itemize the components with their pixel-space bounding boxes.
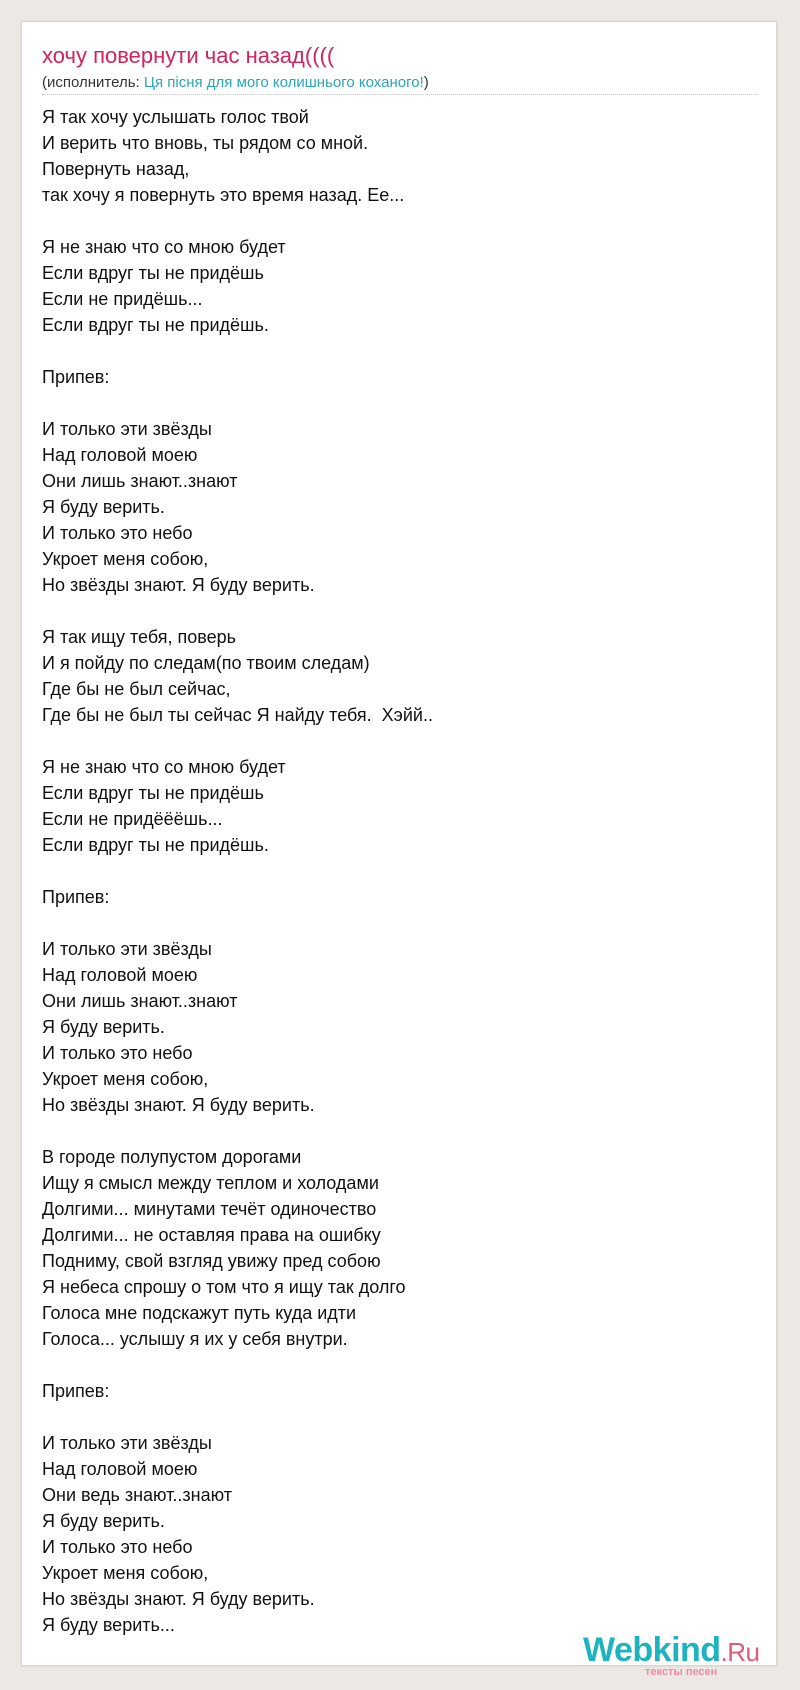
lyrics-body xyxy=(42,104,742,1638)
lyric-line: Если не придёёёшь... xyxy=(42,809,223,829)
lyric-line: И только это небо xyxy=(42,1537,193,1557)
lyric-line: И я пойду по следам(по твоим следам) xyxy=(42,653,370,673)
artist-prefix: (исполнитель: xyxy=(42,74,144,91)
logo-wordmark xyxy=(583,1631,760,1671)
lyric-line: И верить что вновь, ты рядом со мной. xyxy=(42,133,369,153)
lyric-line: Я так хочу услышать голос твой xyxy=(42,107,309,127)
lyric-line: Долгими... не оставляя права на ошибку xyxy=(42,1225,381,1245)
lyric-line: В городе полупустом дорогами xyxy=(42,1147,302,1167)
artist-line xyxy=(42,74,429,91)
song-title: хочу повернути час назад(((( xyxy=(42,43,335,68)
lyric-line: Я буду верить. xyxy=(42,1511,165,1531)
lyric-line: Они лишь знают..знают xyxy=(42,991,238,1011)
lyric-line: Они лишь знают..знают xyxy=(42,471,238,491)
lyric-line: Но звёзды знают. Я буду верить. xyxy=(42,1095,315,1115)
lyric-line xyxy=(42,338,742,364)
lyric-line: Я буду верить. xyxy=(42,497,165,517)
lyric-line: Голоса... услышу я их у себя внутри. xyxy=(42,1329,348,1349)
lyric-line: Где бы не был сейчас, xyxy=(42,679,231,699)
artist-suffix: ) xyxy=(423,74,429,91)
lyric-line xyxy=(42,728,742,754)
lyric-line: Я буду верить... xyxy=(42,1615,175,1635)
lyric-line: Припев: xyxy=(42,367,110,387)
lyric-line: Если вдруг ты не придёшь. xyxy=(42,315,269,335)
lyric-line: Припев: xyxy=(42,887,110,907)
lyric-line: Если вдруг ты не придёшь xyxy=(42,783,264,803)
lyric-line: Но звёзды знают. Я буду верить. xyxy=(42,1589,315,1609)
lyric-line xyxy=(42,1118,742,1144)
lyric-line: Укроет меня собою, xyxy=(42,549,209,569)
lyric-line: Если не придёшь... xyxy=(42,289,203,309)
lyric-line: И только эти звёзды xyxy=(42,419,212,439)
lyric-line: Голоса мне подскажут путь куда идти xyxy=(42,1303,357,1323)
lyric-line: Где бы не был ты сейчас Я найду тебя. Хэйй.. xyxy=(42,705,433,725)
lyric-line: И только это небо xyxy=(42,523,193,543)
lyric-line: Я буду верить. xyxy=(42,1017,165,1037)
lyric-line: Укроет меня собою, xyxy=(42,1563,209,1583)
lyric-line: Над головой моею xyxy=(42,965,198,985)
lyric-line: Я так ищу тебя, поверь xyxy=(42,627,237,647)
lyric-line: И только это небо xyxy=(42,1043,193,1063)
lyric-line xyxy=(42,1404,742,1430)
lyric-line: Повернуть назад, xyxy=(42,159,190,179)
lyric-line: Над головой моею xyxy=(42,445,198,465)
webkind-logo xyxy=(583,1631,783,1681)
lyric-line: Подниму, свой взгляд увижу пред собою xyxy=(42,1251,381,1271)
lyrics-card xyxy=(21,21,777,1678)
lyric-line xyxy=(42,390,742,416)
lyric-line: И только эти звёзды xyxy=(42,1433,212,1453)
lyric-line: Если вдруг ты не придёшь. xyxy=(42,835,269,855)
logo-tagline: тексты песен xyxy=(645,1666,718,1678)
lyric-line: Ищу я смысл между теплом и холодами xyxy=(42,1173,379,1193)
lyric-line: Они ведь знают..знают xyxy=(42,1485,232,1505)
lyric-line: Я небеса спрошу о том что я ищу так долго xyxy=(42,1277,406,1297)
lyric-line xyxy=(42,910,742,936)
artist-link[interactable]: Ця пісня для мого колишнього коханого! xyxy=(143,74,424,91)
lyric-line: Но звёзды знают. Я буду верить. xyxy=(42,575,315,595)
lyric-line: Припев: xyxy=(42,1381,110,1401)
lyric-line xyxy=(42,598,742,624)
lyric-line xyxy=(42,858,742,884)
lyric-line: Долгими... минутами течёт одиночество xyxy=(42,1199,377,1219)
logo-tld: .Ru xyxy=(720,1637,760,1667)
lyric-line: И только эти звёзды xyxy=(42,939,212,959)
lyric-line: так хочу я повернуть это время назад. Ее... xyxy=(42,185,405,205)
lyric-line xyxy=(42,1352,742,1378)
lyric-line: Я не знаю что со мною будет xyxy=(42,237,286,257)
lyric-line: Над головой моею xyxy=(42,1459,198,1479)
lyric-line xyxy=(42,208,742,234)
title-divider xyxy=(42,94,758,95)
lyric-line: Если вдруг ты не придёшь xyxy=(42,263,264,283)
lyric-line: Я не знаю что со мною будет xyxy=(42,757,286,777)
logo-brand: Webkind xyxy=(583,1631,721,1669)
lyric-line: Укроет меня собою, xyxy=(42,1069,209,1089)
